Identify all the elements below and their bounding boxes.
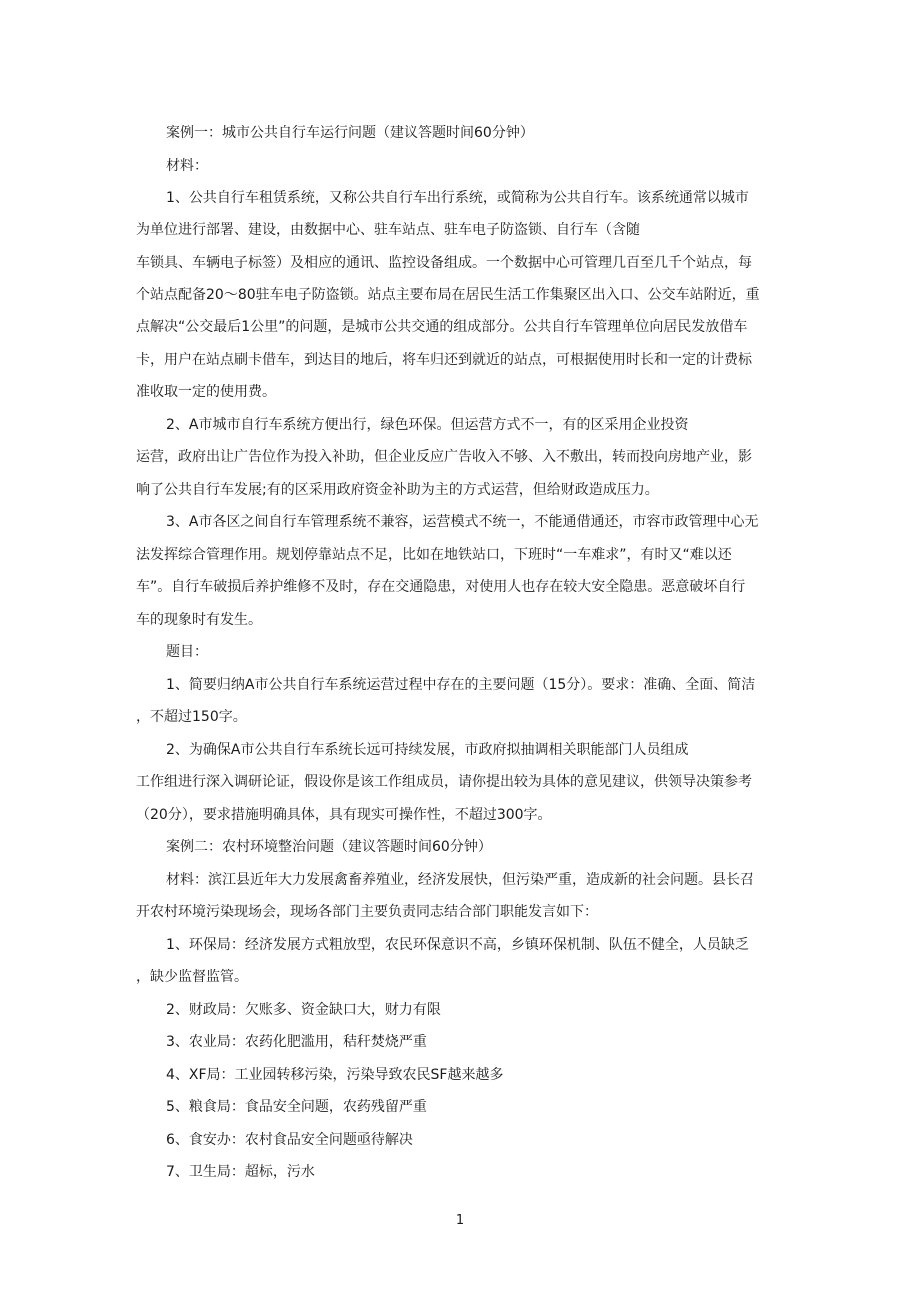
- paragraph-line: 1、环保局：经济发展方式粗放型，农民环保意识不高，乡镇环保机制、队伍不健全，人员缺乏: [166, 937, 749, 953]
- paragraph-line: ，缺少监督监管。: [136, 969, 248, 985]
- list-item: 2、财政局：欠账多、资金缺口大，财力有限: [166, 1002, 441, 1018]
- paragraph-line: 3、A市各区之间自行车管理系统不兼容，运营模式不统一，不能通借通还，市容市政管理中心无: [166, 514, 759, 530]
- paragraph-line: 车的现象时有发生。: [136, 612, 262, 628]
- paragraph-line: 开农村环境污染现场会，现场各部门主要负责同志结合部门职能发言如下：: [136, 904, 598, 920]
- case1-title: 案例一：城市公共自行车运行问题（建议答题时间60分钟）: [166, 125, 534, 141]
- page-number: 1: [455, 1213, 465, 1228]
- paragraph-line: 1、简要归纳A市公共自行车系统运营过程中存在的主要问题（15分）。要求：准确、全面、简洁: [166, 677, 756, 693]
- paragraph-line: 准收取一定的使用费。: [136, 384, 276, 400]
- paragraph-line: 为单位进行部署、建设，由数据中心、驻车站点、驻车电子防盗锁、自行车（含随: [136, 222, 640, 238]
- list-item: 3、农业局：农药化肥滥用，秸秆焚烧严重: [166, 1034, 427, 1050]
- case1-material-label: 材料：: [166, 158, 208, 174]
- list-item: 6、食安办：农村食品安全问题亟待解决: [166, 1132, 413, 1148]
- paragraph-line: 1、公共自行车租赁系统，又称公共自行车出行系统，或简称为公共自行车。该系统通常以城市: [166, 190, 749, 206]
- list-item: 4、XF局：工业园转移污染，污染导致农民SF越来越多: [166, 1067, 504, 1083]
- paragraph-line: 车锁具、车辆电子标签）及相应的通讯、监控设备组成。一个数据中心可管理几百至几千个站点，每: [136, 255, 752, 271]
- case1-question-label: 题目：: [166, 644, 208, 660]
- paragraph-line: 车”。自行车破损后养护维修不及时，存在交通隐患，对使用人也存在较大安全隐患。恶意破坏自行: [136, 579, 746, 595]
- paragraph-line: （20分），要求措施明确具体，具有现实可操作性，不超过300字。: [136, 807, 552, 823]
- paragraph-line: 法发挥综合管理作用。规划停靠站点不足，比如在地铁站口，下班时“一车难求”，有时又“难以还: [136, 547, 732, 563]
- paragraph-line: 点解决“公交最后1公里”的问题，是城市公共交通的组成部分。公共自行车管理单位向居民发放借车: [136, 319, 748, 335]
- case2-title: 案例二：农村环境整治问题（建议答题时间60分钟）: [166, 839, 492, 855]
- list-item: 5、粮食局：食品安全问题，农药残留严重: [166, 1099, 427, 1115]
- paragraph-line: 个站点配备20～80驻车电子防盗锁。站点主要布局在居民生活工作集聚区出入口、公交车站附近，重: [136, 287, 760, 303]
- paragraph-line: 卡，用户在站点刷卡借车，到达目的地后，将车归还到就近的站点，可根据使用时长和一定的计费标: [136, 352, 752, 368]
- paragraph-line: 工作组进行深入调研论证，假设你是该工作组成员，请你提出较为具体的意见建议，供领导决策参考: [136, 774, 752, 790]
- paragraph-line: 材料：滨江县近年大力发展禽畜养殖业，经济发展快，但污染严重，造成新的社会问题。县长召: [166, 872, 754, 888]
- paragraph-line: 2、A市城市自行车系统方便出行，绿色环保。但运营方式不一，有的区采用企业投资: [166, 417, 689, 433]
- paragraph-line: 2、为确保A市公共自行车系统长远可持续发展，市政府拟抽调相关职能部门人员组成: [166, 742, 689, 758]
- paragraph-line: ，不超过150字。: [136, 709, 247, 725]
- paragraph-line: 运营，政府出让广告位作为投入补助，但企业反应广告收入不够、入不敷出，转而投向房地产业，影: [136, 449, 752, 465]
- list-item: 7、卫生局：超标，污水: [166, 1164, 315, 1180]
- paragraph-line: 响了公共自行车发展;有的区采用政府资金补助为主的方式运营，但给财政造成压力。: [136, 482, 659, 498]
